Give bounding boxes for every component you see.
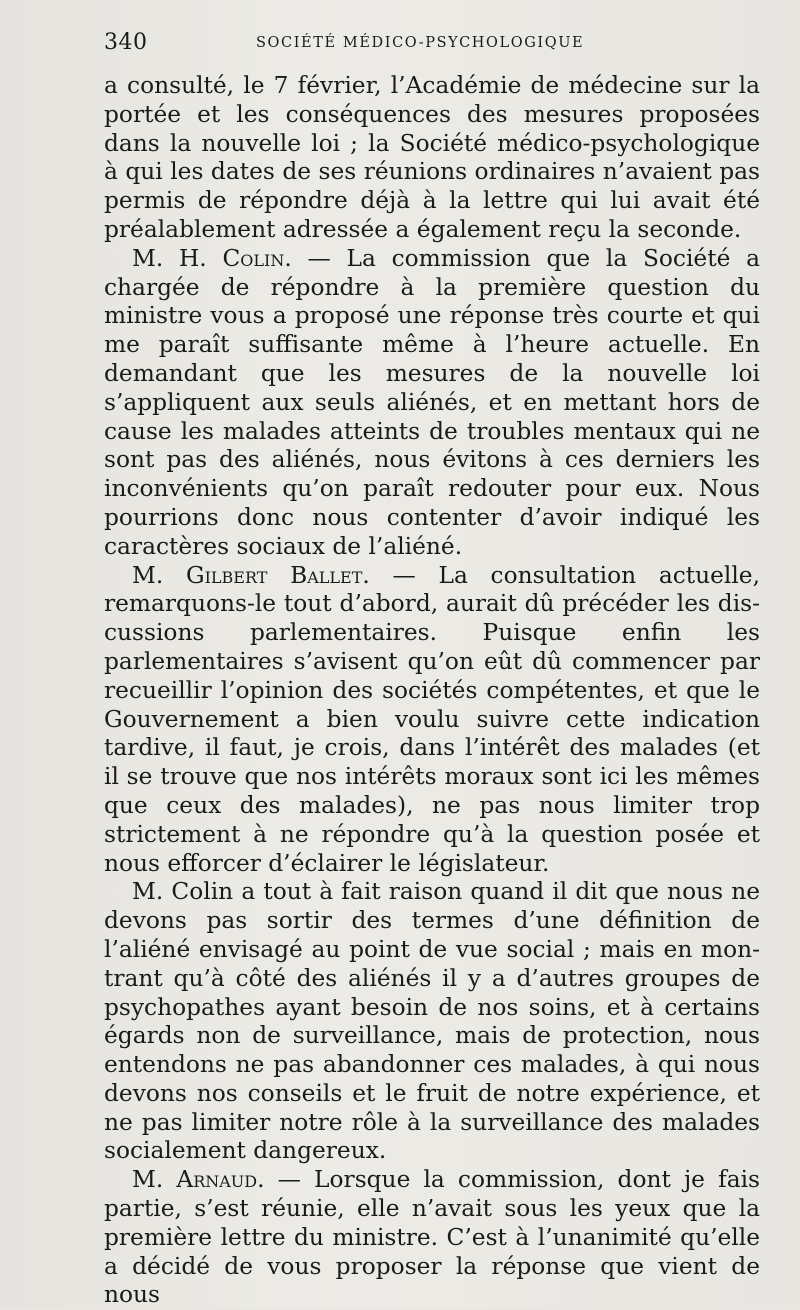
paragraph-continuation bbox=[104, 72, 760, 245]
paragraph-text: — La commission que la Société a chargée de répondre à la première question du ministre vous a proposé une réponse très courte et qui me paraît suffisante même à l’heure actuelle. En demandant que les mesures de la nouvelle loi s’appliquent aux seuls aliénés, et en mettant hors de cause les malades atteints de troubles mentaux qui ne sont pas des aliénés, nous évitons à ces derniers les inconvénients qu’on paraît redouter pour eux. Nous pourrions donc nous contenter d’avoir indiqué les caractères sociaux de l’aliéné. bbox=[104, 244, 760, 560]
paragraph-ballet bbox=[104, 562, 760, 879]
paragraph-text: a consulté, le 7 février, l’Académie de médecine sur la portée et les conséquences des mesures proposées dans la nouvelle loi ; la Société médico-psychologique à qui les dates de ses réunions ordinaires n’avaient pas permis de répondre déjà à la lettre qui lui avait été préalablement adressée a également reçu la seconde. bbox=[104, 72, 760, 243]
paragraph-text: — La consultation actuelle, remarquons-le tout d’abord, aurait dû précéder les discussions parlementaires. Puisque enfin les parlementaires s’avisent qu’on eût dû commencer par recueillir l’opinion des sociétés compétentes, et que le Gouvernement a bien voulu suivre cette indication tardive, il faut, je crois, dans l’intérêt des malades (et il se trouve que nos intérêts moraux sont ici les mêmes que ceux des malades), ne pas nous limiter trop strictement à ne répondre qu’à la question posée et nous efforcer d’éclairer le législateur. bbox=[104, 561, 761, 877]
page-number: 340 bbox=[104, 30, 148, 55]
speaker-name: M. H. Colin. bbox=[132, 244, 292, 272]
paragraph-colin bbox=[104, 245, 760, 562]
paragraph-text: — Lorsque la commission, dont je fais partie, s’est réunie, elle n’avait sous les yeux que la première lettre du ministre. C’est à l’unanimité qu’elle a décidé de vous proposer la réponse que vient de nous bbox=[104, 1166, 761, 1309]
paragraph-text: M. Colin a tout à fait raison quand il dit que nous ne devons pas sortir des termes d’une définition de l’aliéné envisagé au point de vue social ; mais en montrant qu’à côté des aliénés il y a d’autres groupes de psychopathes ayant besoin de nos soins, et à certains égards non de surveillance, mais de protection, nous entendons ne pas abandonner ces malades, à qui nous devons nos conseils et le fruit de notre expérience, et ne pas limiter notre rôle à la surveillance des malades socialement dangereux. bbox=[104, 878, 760, 1165]
speaker-name: M. Arnaud. bbox=[132, 1166, 265, 1194]
body-text bbox=[104, 72, 760, 1310]
paragraph-arnaud bbox=[104, 1166, 760, 1310]
speaker-name: M. Gilbert Ballet. bbox=[132, 561, 370, 589]
running-head bbox=[104, 30, 760, 72]
paragraph-ballet-continued bbox=[104, 878, 760, 1166]
running-title: SOCIÉTÉ MÉDICO-PSYCHOLOGIQUE bbox=[256, 35, 585, 51]
